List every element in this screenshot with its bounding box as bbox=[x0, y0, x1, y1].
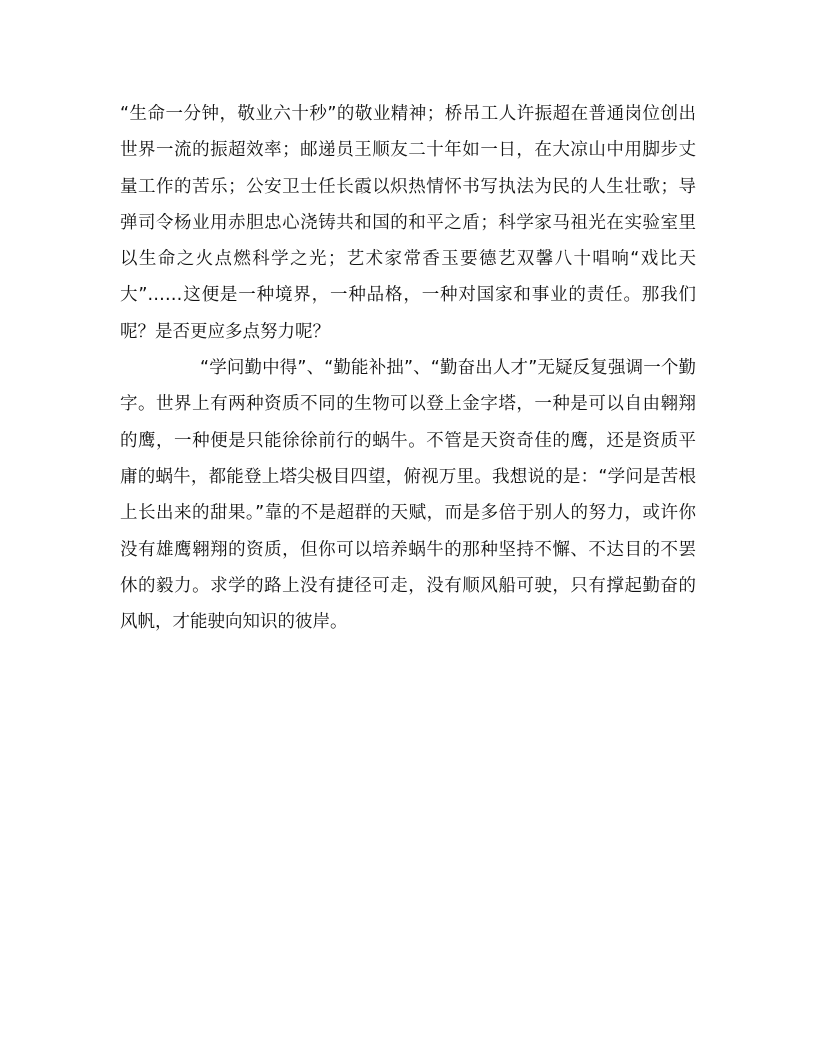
paragraph-diligence: “学问勤中得”、“勤能补拙”、“勤奋出人才”无疑反复强调一个勤字。世界上有两种资质不同的生物可以登上金字塔，一种是可以自由翱翔的鹰，一种便是只能徐徐前行的蜗牛。不管是天资奇佳的鹰，还是资质平庸的蜗牛，都能登上塔尖极目四望，俯视万里。我想说的是：“学问是苦根上长出来的甜果。”靠的不是超群的天赋，而是多倍于别人的努力，或许你没有雄鹰翱翔的资质，但你可以培养蜗牛的那种坚持不懈、不达目的不罢休的毅力。求学的路上没有捷径可走，没有顺风船可驶，只有撑起勤奋的风帆，才能驶向知识的彼岸。 bbox=[120, 358, 696, 633]
document-body bbox=[120, 96, 696, 640]
paragraph-role-models: “生命一分钟，敬业六十秒”的敬业精神；桥吊工人许振超在普通岗位创出世界一流的振超效率；邮递员王顺友二十年如一日，在大凉山中用脚步丈量工作的苦乐；公安卫士任长霞以炽热情怀书写执法为民的人生壮歌；导弹司令杨业用赤胆忠心浇铸共和国的和平之盾；科学家马祖光在实验室里以生命之火点燃科学之光；艺术家常香玉要德艺双馨八十唱响“戏比天大”……这便是一种境界，一种品格，一种对国家和事业的责任。那我们呢？是否更应多点努力呢？ bbox=[120, 104, 696, 342]
